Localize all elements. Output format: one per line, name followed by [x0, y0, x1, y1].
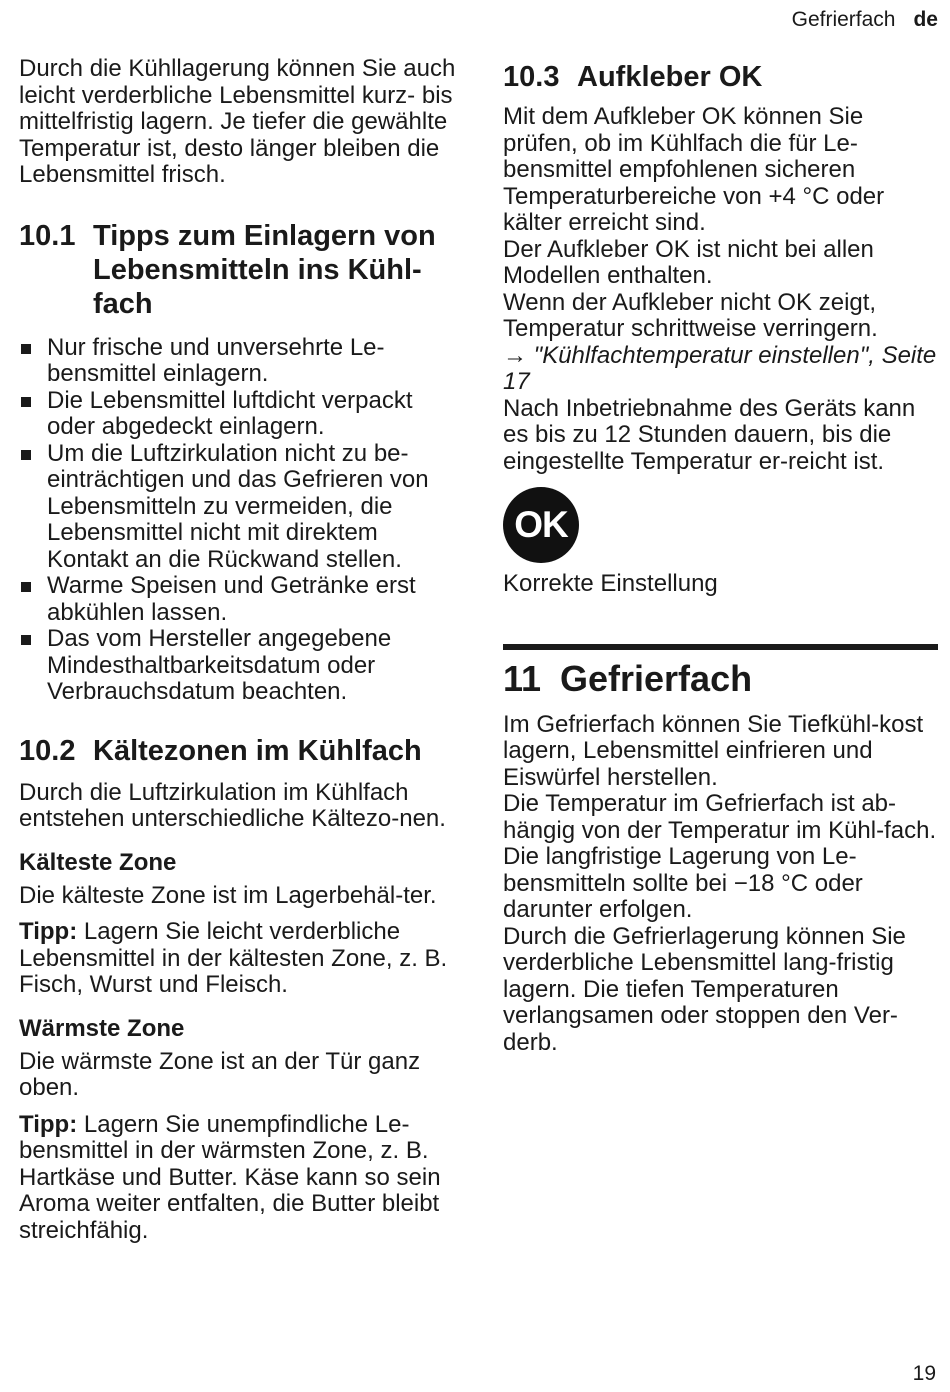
freezer-paragraph-1: Im Gefrierfach können Sie Tiefkühl-kost lagern, Lebensmittel einfrieren und Eiswürfel herstellen.	[503, 710, 924, 791]
section-10-3-heading	[503, 60, 938, 94]
chapter-11-heading	[503, 658, 938, 700]
bullet-square-icon	[21, 635, 31, 645]
tips-list	[19, 335, 459, 706]
chapter-title: Gefrierfach	[560, 657, 753, 699]
list-item: Um die Luftzirkulation nicht zu be-einträchtigen und das Gefrieren von Lebensmitteln zu vermeiden, die Lebensmittel nicht mit direktem Kontakt an die Rückwand stellen.	[19, 441, 459, 574]
warmest-zone-text: Die wärmste Zone ist an der Tür ganz oben.	[19, 1047, 421, 1101]
page-header	[792, 8, 938, 32]
sticker-paragraph-4: Nach Inbetriebnahme des Geräts kann es bis zu 12 Stunden dauern, bis die eingestellte Temperatur er-reicht ist.	[503, 394, 916, 475]
ok-caption: Korrekte Einstellung	[503, 570, 718, 597]
ok-sticker-icon: OK	[503, 487, 579, 563]
zones-intro: Durch die Luftzirkulation im Kühlfach entstehen unterschiedliche Kältezo-nen.	[19, 778, 446, 832]
chapter-number: 11	[503, 657, 542, 699]
cross-reference-link[interactable]: → "Kühlfachtemperatur einstellen", Seite 17	[503, 341, 937, 395]
page-number: 19	[912, 1362, 936, 1385]
section-number: 10.3	[503, 61, 560, 93]
bullet-square-icon	[21, 397, 31, 407]
section-number: 10.2	[19, 734, 76, 767]
intro-paragraph: Durch die Kühllagerung können Sie auch leicht verderbliche Lebensmittel kurz- bis mittelfristig lagern. Je tiefer die gewählte Temperatur ist, desto länger bleiben die Lebensmittel frisch.	[19, 55, 456, 188]
section-title: Tipps zum Einlagern von Lebensmitteln ins Kühl-fach	[93, 219, 436, 320]
coldest-zone-text: Die kälteste Zone ist im Lagerbehäl-ter.	[19, 881, 437, 909]
section-10-2-heading	[19, 734, 459, 768]
list-item: Warme Speisen und Getränke erst abkühlen lassen.	[19, 573, 459, 626]
freezer-paragraph-3: Die langfristige Lagerung von Le-bensmitteln sollte bei −18 °C oder darunter erfolgen.	[503, 843, 863, 923]
section-title: Aufkleber OK	[577, 61, 763, 93]
bullet-square-icon	[21, 344, 31, 354]
freezer-paragraph-4: Durch die Gefrierlagerung können Sie verderbliche Lebensmittel lang-fristig lagern. Die tiefen Temperaturen verlangsamen oder stoppen den Ver-derb.	[503, 922, 906, 1056]
coldest-zone-heading: Kälteste Zone	[19, 848, 177, 876]
section-divider	[503, 644, 938, 650]
header-section: Gefrierfach	[791, 8, 896, 31]
section-10-1-heading	[19, 219, 459, 321]
list-item: Das vom Hersteller angegebene Mindesthaltbarkeitsdatum oder Verbrauchsdatum beachten.	[19, 626, 459, 706]
list-item: Nur frische und unversehrte Le-bensmittel einlagern.	[19, 335, 459, 388]
bullet-square-icon	[21, 450, 31, 460]
header-language: de	[913, 8, 938, 31]
tip-label: Tipp:	[19, 918, 78, 945]
freezer-paragraph-2: Die Temperatur im Gefrierfach ist ab-hängig von der Temperatur im Kühl-fach.	[503, 790, 937, 844]
sticker-paragraph-2: Der Aufkleber OK ist nicht bei allen Modellen enthalten.	[503, 235, 874, 289]
sticker-paragraph-3: Wenn der Aufkleber nicht OK zeigt, Temperatur schrittweise verringern.	[503, 288, 878, 342]
tip-label: Tipp:	[19, 1110, 78, 1138]
warmest-zone-tip: Tipp: Lagern Sie unempfindliche Le-bensmittel in der wärmsten Zone, z. B. Hartkäse und Butter. Käse kann so sein Aroma weiter entfalten, die Butter bleibt streichfähig.	[19, 1110, 441, 1244]
coldest-zone-tip: Tipp: Lagern Sie leicht verderbliche Lebensmittel in der kältesten Zone, z. B. Fisch, Wurst und Fleisch.	[19, 918, 448, 998]
sticker-paragraph-1: Mit dem Aufkleber OK können Sie prüfen, ob im Kühlfach die für Le-bensmittel empfohlenen sicheren Temperaturbereiche von +4 °C oder kälter erreicht sind.	[503, 103, 885, 236]
warmest-zone-heading: Wärmste Zone	[19, 1014, 185, 1042]
right-column	[503, 60, 938, 1056]
bullet-square-icon	[21, 582, 31, 592]
list-item: Die Lebensmittel luftdicht verpackt oder abgedeckt einlagern.	[19, 388, 459, 441]
left-column	[19, 56, 459, 1244]
section-title: Kältezonen im Kühlfach	[93, 734, 422, 767]
section-number: 10.1	[19, 219, 76, 252]
